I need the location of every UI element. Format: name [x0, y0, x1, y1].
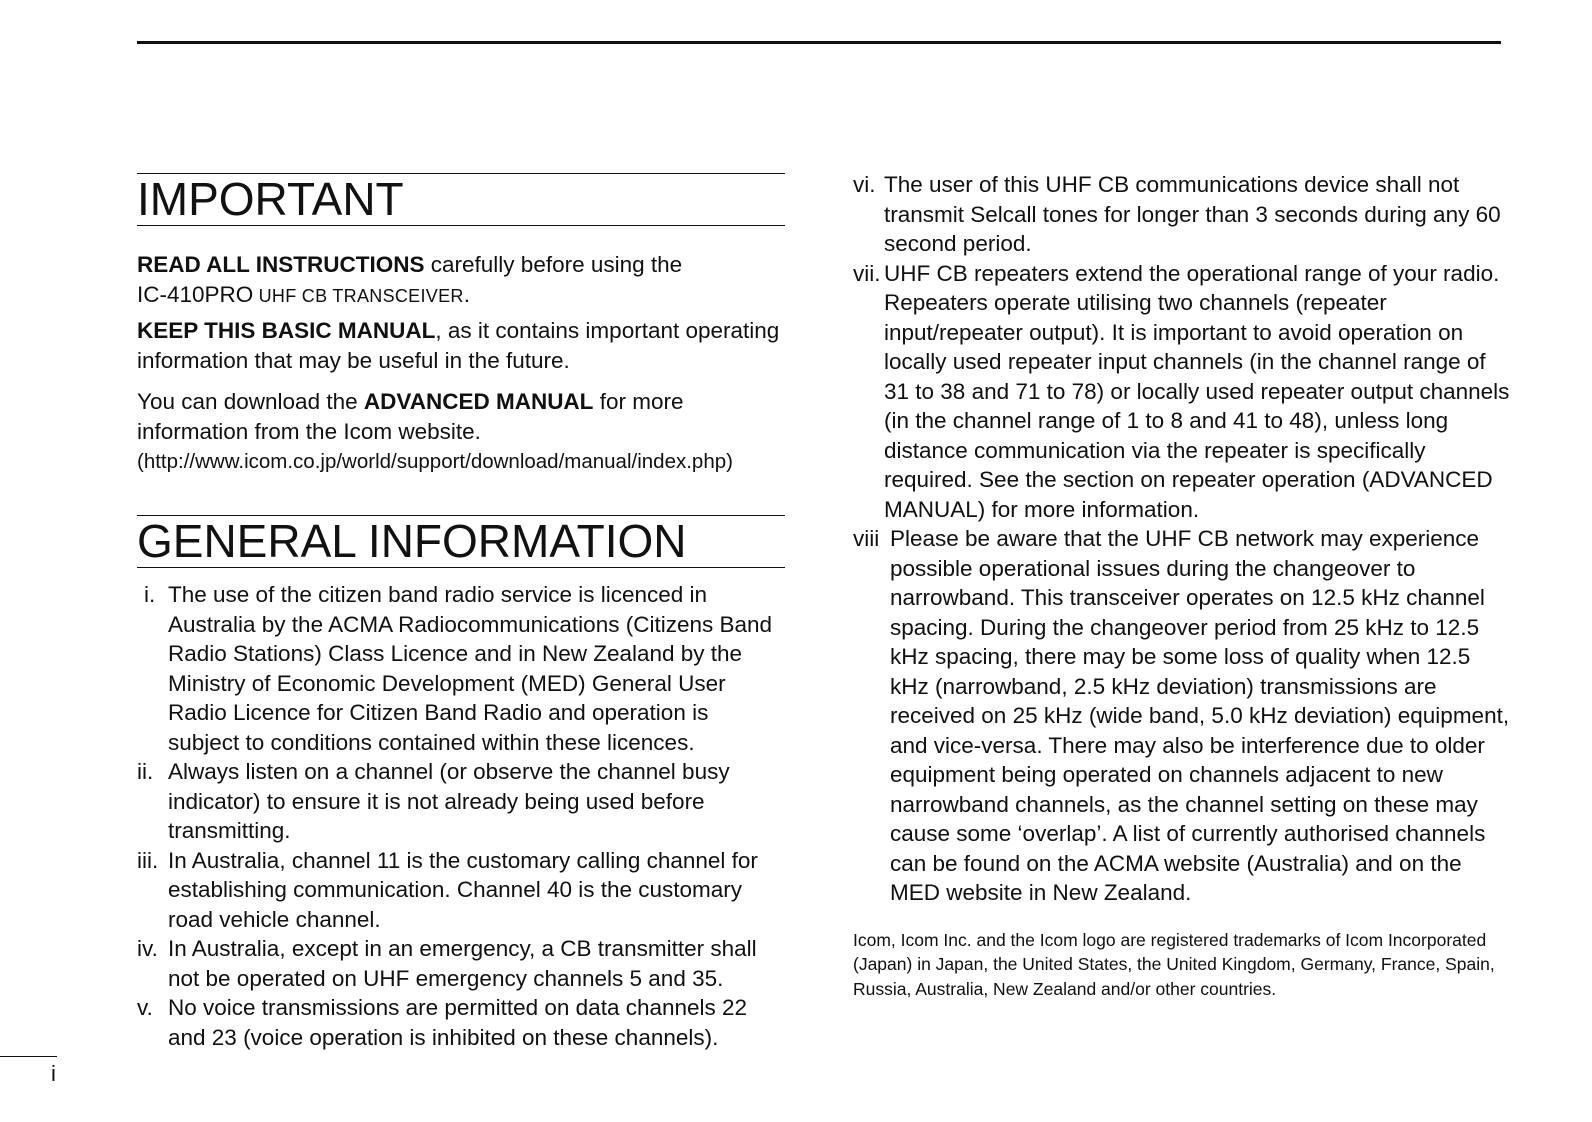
important-title: IMPORTANT	[137, 173, 404, 225]
advanced-manual-bold: ADVANCED MANUAL	[363, 389, 594, 414]
model-name: IC-410PRO	[137, 282, 254, 307]
list-item-number: v.	[137, 995, 153, 1020]
list-item-text: In Australia, except in an emergency, a CB transmitter shall not be operated on UHF emergency channels 5 and 35.	[168, 936, 757, 991]
list-item-text: Please be aware that the UHF CB network may experience possible operational issues during the changeover to narrowband. This transceiver operates on 12.5 kHz channel spacing. During the changeover period from 25 kHz to 12.5 kHz spacing, there may be some loss of quality when 12.5 kHz (narrowband, 2.5 kHz deviation) transmissions are received on 25 kHz (wide band, 5.0 kHz deviation) equipment, and vice-versa. There may also be interference due to older equipment being operated on channels adjacent to new narrowband channels, as the channel setting on these may cause some ‘overlap’. A list of currently authorised channels can be found on the ACMA website (Australia) and on the MED website in New Zealand.	[890, 526, 1510, 905]
page-mark-rule	[0, 1056, 57, 1057]
list-item-number: iv.	[137, 936, 158, 961]
keep-manual-bold: KEEP THIS BASIC MANUAL	[137, 318, 436, 343]
list-item	[853, 170, 1513, 259]
read-instructions-bold: READ ALL INSTRUCTIONS	[137, 252, 425, 277]
left-column	[137, 173, 785, 1052]
read-instructions-text: carefully before using the	[424, 252, 683, 277]
important-heading	[137, 173, 785, 226]
list-item-number: viii	[853, 526, 880, 551]
list-item-number: iii.	[137, 847, 159, 873]
download-url: (http://www.icom.co.jp/world/support/download/manual/index.php)	[137, 450, 733, 473]
keep-manual-text: , as it contains important operating information that may be useful in the future.	[137, 318, 780, 373]
list-item-text: The user of this UHF CB communications device shall not transmit Selcall tones for longer than 3 seconds during any 60 second period.	[884, 172, 1501, 256]
general-info-list-left	[137, 580, 785, 1052]
list-item-text: Always listen on a channel (or observe the channel busy indicator) to ensure it is not already being used before transmitting.	[168, 759, 730, 843]
list-item-text: In Australia, channel 11 is the customary calling channel for establishing communication. Channel 40 is the customary road vehicle channel.	[168, 847, 758, 932]
list-item	[853, 259, 1513, 525]
top-rule	[137, 41, 1501, 44]
general-info-list-right	[853, 170, 1513, 908]
list-item-text: The use of the citizen band radio service is licenced in Australia by the ACMA Radiocommunications (Citizens Band Radio Stations) Class Licence and in New Zealand by the Ministry of Economic Development (MED) General User Radio Licence for Citizen Band Radio and operation is subject to conditions contained within these licences.	[168, 582, 773, 755]
list-item	[137, 846, 785, 935]
list-item-number: ii.	[137, 759, 154, 784]
list-item	[137, 993, 785, 1052]
list-item-text: UHF CB repeaters extend the operational range of your radio. Repeaters operate utilising two channels (repeater input/repeater output). It is important to avoid operation on locally used repeater input channels (in the channel range of 31 to 38 and 71 to 78) or locally used repeater output channels (in the channel range of 1 to 8 and 41 to 48), unless long distance communication via the repeater is specifically required. See the section on repeater operation (ADVANCED MANUAL) for more information.	[884, 260, 1510, 522]
page-number: i	[51, 1061, 56, 1086]
download-text-post: for more information from the Icom website.	[137, 389, 684, 444]
list-item-number: vi.	[853, 172, 876, 197]
list-item	[137, 934, 785, 993]
list-item	[853, 524, 1513, 908]
list-item-text: No voice transmissions are permitted on data channels 22 and 23 (voice operation is inhibited on these channels).	[168, 995, 748, 1050]
model-period: .	[463, 282, 470, 307]
list-item-number: vii.	[853, 260, 881, 286]
trademark-notice: Icom, Icom Inc. and the Icom logo are registered trademarks of Icom Incorporated (Japan) in Japan, the United States, the United Kingdom, Germany, France, Spain, Russia, Australia, New Zealand and/or other countries.	[853, 929, 1495, 999]
keep-manual-paragraph	[137, 316, 785, 376]
list-item	[137, 757, 785, 846]
read-instructions-paragraph	[137, 250, 785, 311]
list-item	[137, 580, 785, 757]
general-information-title: GENERAL INFORMATION	[137, 515, 687, 567]
general-information-heading	[137, 515, 785, 568]
right-column	[853, 170, 1513, 1001]
download-text-pre: You can download the	[137, 389, 364, 414]
list-item-number: i.	[144, 582, 156, 607]
model-suffix: UHF CB TRANSCEIVER	[253, 286, 464, 306]
download-paragraph	[137, 387, 785, 447]
